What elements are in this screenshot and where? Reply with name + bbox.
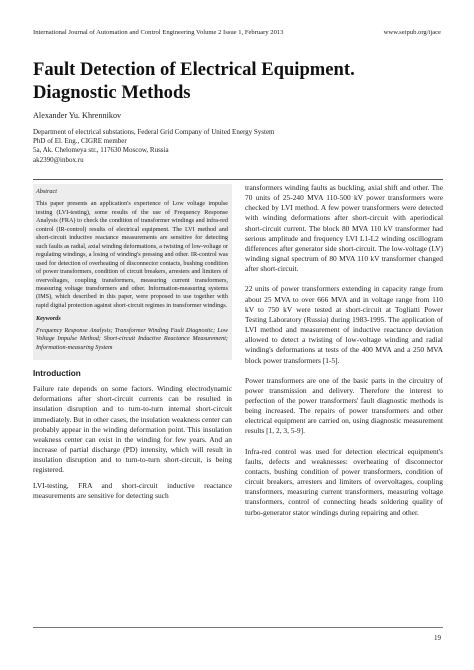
footer-divider [33,627,443,628]
page-number: 19 [434,634,441,642]
intro-paragraph-2: LVI-testing, FRA and short-circuit inductive reactance measurements are sensitive for detecting such [33,480,232,500]
right-paragraph-2: 22 units of power transformers extending in capacity range from about 25 MVA to over 666 MVA and in voltage range from 110 kV to 750 kV were tested at short-circuit at Togliatti Power Testing Laboratory (Russia) during 1983-1995. The application of LVI method and measurement of inductive reactance deviation allowed to detect a twisting of low-voltage winding and radial winding's deformations at tests of the 400 MVA and a 250 MVA block power transformers [1-5]. [245,284,443,365]
paper-title-line-2: Diagnostic Methods [33,82,191,103]
journal-name: International Journal of Automation and Control Engineering Volume 2 Issue 1, February 2013 [33,29,284,36]
affiliation-address: 5a, Ak. Chelomeya str., 117630 Moscow, Russia [33,146,169,155]
author-name: Alexander Yu. Khrennikov [33,111,122,120]
right-column [245,183,443,518]
abstract-text: This paper presents an application's experience of Low voltage impulse testing (LVI-testing), some results of the use of Frequency Response Analysis (FRA) to check the condition of transformer windings and infra-red control (IR-control) results of electrical equipment. The LVI method and short-circuit inductive reactance measurements are sensitive for detecting such faults as radial, axial winding deformations, a twisting of low-voltage or regulating windings, a losing of winding's pressing and other. IR-control was used for detection of overheating of disconnector contacts, bushing condition of power transformers, condition of circuit breakers, arresters and limiters of overvoltages, coupling transformers, measuring current transformers, measuring voltage transformers and other. Information-measuring systems (IMS), which described in this paper, were proposed to use together with rapid digital protection against short-circuit regimes in transformer windings. [36,200,228,309]
running-header [33,29,441,36]
paper-title-line-1: Fault Detection of Electrical Equipment. [33,59,355,80]
affiliation-email[interactable]: ak2390@inbox.ru [33,155,84,164]
keywords-heading: Keywords [36,315,61,323]
abstract-box [33,184,232,360]
introduction-heading: Introduction [33,369,81,379]
abstract-heading: Abstract [36,188,57,195]
left-column [33,184,232,501]
intro-paragraph-1: Failure rate depends on some factors. Winding electrodynamic deformations after short-circuit currents can be resulted in insulation disruption and to turn-to-turn internal short-circuit immediately. But in other cases, the insulation weakness center can probably appear in the winding deformation point. This insulation weakness center can exist in the winding for few years. And an increase of partial discharge (PD) intensity, which will result in insulation disruption and to turn-to-turn short-circuit, is being registered. [33,384,232,475]
journal-url[interactable]: www.seipub.org/ijace [383,29,441,36]
right-paragraph-3: Power transformers are one of the basic parts in the circuitry of power transmission and delivery. Therefore the interest to perfection of the power transformers' fault diagnostic methods is being increased. The repairs of power transformers and other electrical equipment are carried on, using diagnostic measurement results [1, 2, 3, 5-9]. [245,375,443,436]
affiliation-degree: PhD of El. Eng., CIGRE member [33,137,127,146]
affiliation-department: Department of electrical substations, Federal Grid Company of United Energy System [33,128,275,136]
author-affiliation [33,128,443,165]
keywords-text: Frequency Response Analysis; Transformer Winding Fault Diagnostic; Low Voltage Impulse Method; Short-circuit Inductive Reactance Measurement; Information-measuring System [36,326,228,351]
header-divider [33,179,443,180]
right-paragraph-1: transformers winding faults as buckling, axial shift and other. The 70 units of 25-240 MVA 110-500 kV power transformers were checked by LVI method. A few power transformers were detected with winding deformations after short-circuit with aperiodical short-circuit current. The block 80 MVA 110 kV transformer had serious amplitude and frequency LVI L1-L2 winding oscillogram differences after generator side short-circuit. The low-voltage (LV) winding signal spectrum of 80 MVA 110 kV transformer changed after short-circuit. [245,183,443,274]
right-paragraph-4: Infra-red control was used for detection electrical equipment's faults, defects and weaknesses: overheating of disconnector contacts, bushing condition of power transformers, condition of circuit breakers, arresters and limiters of overvoltages, coupling transformers, measuring current transformers, measuring voltage transformers, control of connecting heads soldering quality of turbo-generator stator windings during repairing and other. [245,446,443,517]
paper-title [33,58,443,104]
